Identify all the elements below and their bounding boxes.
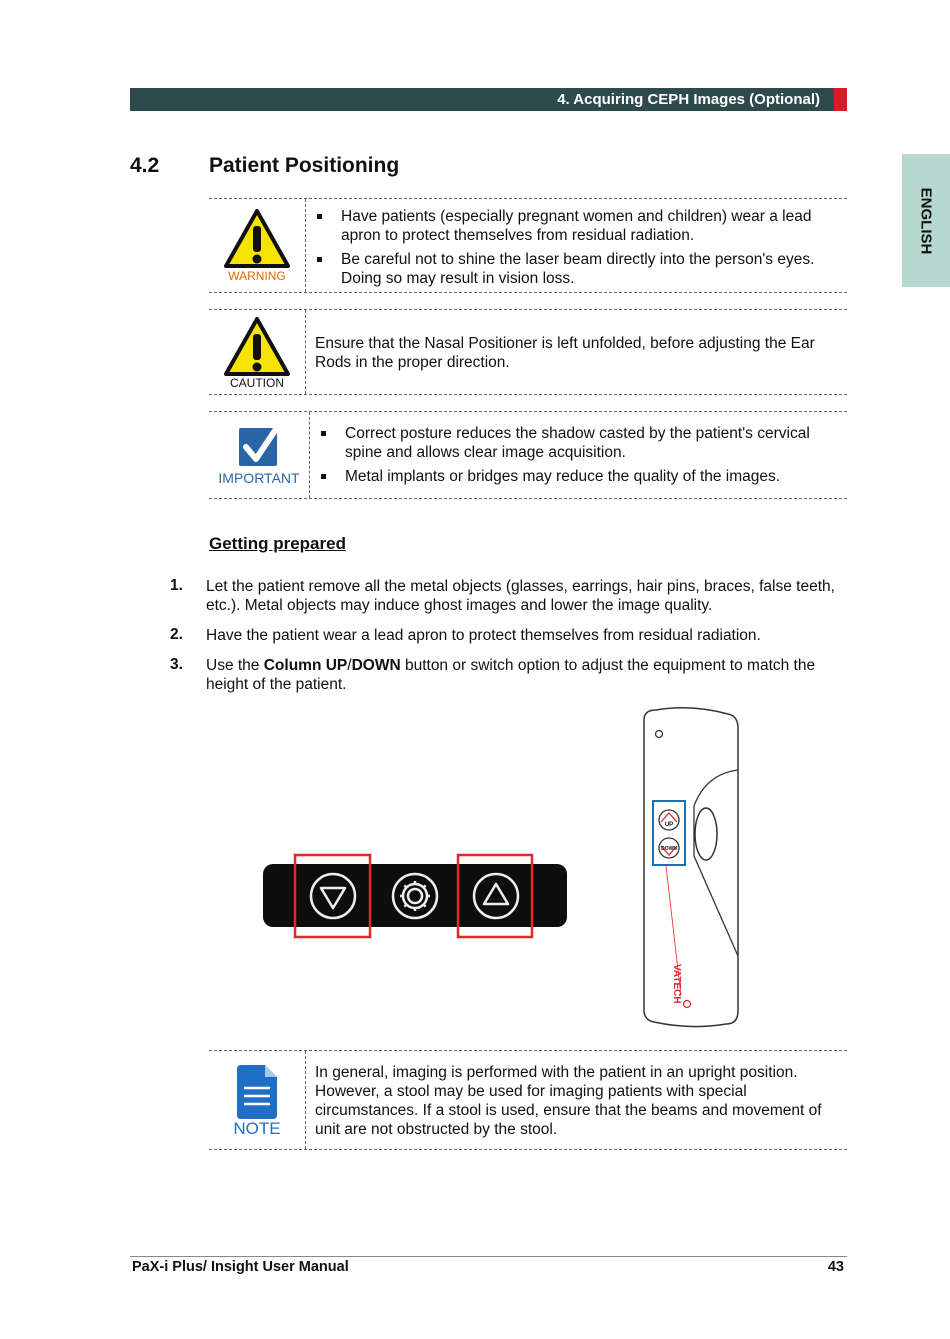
step-text-pre: Use the [206, 657, 264, 674]
warning-box [209, 198, 847, 293]
caution-text: Ensure that the Nasal Positioner is left unfolded, before adjusting the Ear Rods in the proper direction. [315, 335, 815, 371]
hand-switch-figure [636, 706, 746, 1032]
important-text [319, 424, 841, 491]
section-title: Patient Positioning [209, 154, 400, 177]
checkmark-icon [238, 425, 280, 469]
step-text-slash: / [347, 657, 352, 674]
column-down-label: DOWN [351, 657, 401, 674]
language-tab [902, 154, 950, 287]
note-text: In general, imaging is performed with the patient in an upright position. However, a stool may be used for imaging patients with special circumstances. If a stool is used, ensure that the beams and movement of unit are not obstructed by the stool. [315, 1064, 822, 1138]
caution-label: CAUTION [230, 376, 284, 390]
up-switch-label: UP [664, 822, 674, 828]
hand-switch-body [644, 708, 738, 1027]
important-box [209, 411, 847, 499]
down-switch-icon [659, 838, 679, 858]
note-box [209, 1050, 847, 1150]
section-number: 4.2 [130, 154, 160, 177]
warning-item: Be careful not to shine the laser beam directly into the person's eyes. Doing so may result in vision loss. [315, 250, 841, 288]
caution-icon-cell [209, 310, 306, 394]
step-text-post: button or switch option to adjust the equipment to match the height of the patient. [206, 657, 816, 693]
step-number: 1. [170, 577, 183, 594]
chapter-header-bar [130, 88, 834, 111]
language-tab-label: ENGLISH [917, 187, 935, 254]
down-switch-label: DOWN [661, 846, 677, 852]
column-up-label: Column UP [263, 657, 348, 674]
getting-prepared-heading: Getting prepared [209, 534, 346, 553]
important-item: Metal implants or bridges may reduce the quality of the images. [319, 467, 841, 486]
warning-icon [223, 208, 291, 270]
chapter-title: 4. Acquiring CEPH Images (Optional) [557, 91, 820, 108]
document-icon [235, 1063, 279, 1121]
footer-divider [130, 1256, 847, 1257]
warning-label: WARNING [228, 269, 286, 283]
step-text: Let the patient remove all the metal objects (glasses, earrings, hair pins, braces, false teeth, etc.). Metal objects may induce ghost images and lower the image quality. [206, 578, 835, 614]
important-label: IMPORTANT [218, 470, 300, 486]
control-panel-figure [258, 850, 572, 942]
caution-box [209, 309, 847, 395]
page-number: 43 [827, 1259, 844, 1275]
header-accent [834, 88, 847, 111]
warning-item: Have patients (especially pregnant women and children) wear a lead apron to protect themselves from residual radiation. [315, 207, 841, 245]
important-icon-cell [209, 412, 310, 498]
footer-manual-title: PaX-i Plus/ Insight User Manual [132, 1259, 349, 1275]
step-text [206, 656, 838, 694]
note-label: NOTE [233, 1119, 281, 1138]
caution-icon [223, 316, 291, 378]
note-icon-cell [209, 1051, 306, 1149]
brand-logo: VATECH [671, 964, 682, 1004]
important-item: Correct posture reduces the shadow casted by the patient's cervical spine and allows clear image acquisition. [319, 424, 841, 462]
step-number: 2. [170, 626, 183, 643]
step-number: 3. [170, 656, 183, 673]
warning-text [315, 207, 841, 293]
warning-icon-cell [209, 199, 306, 292]
up-switch-icon [659, 810, 679, 830]
step-text: Have the patient wear a lead apron to protect themselves from residual radiation. [206, 627, 761, 644]
